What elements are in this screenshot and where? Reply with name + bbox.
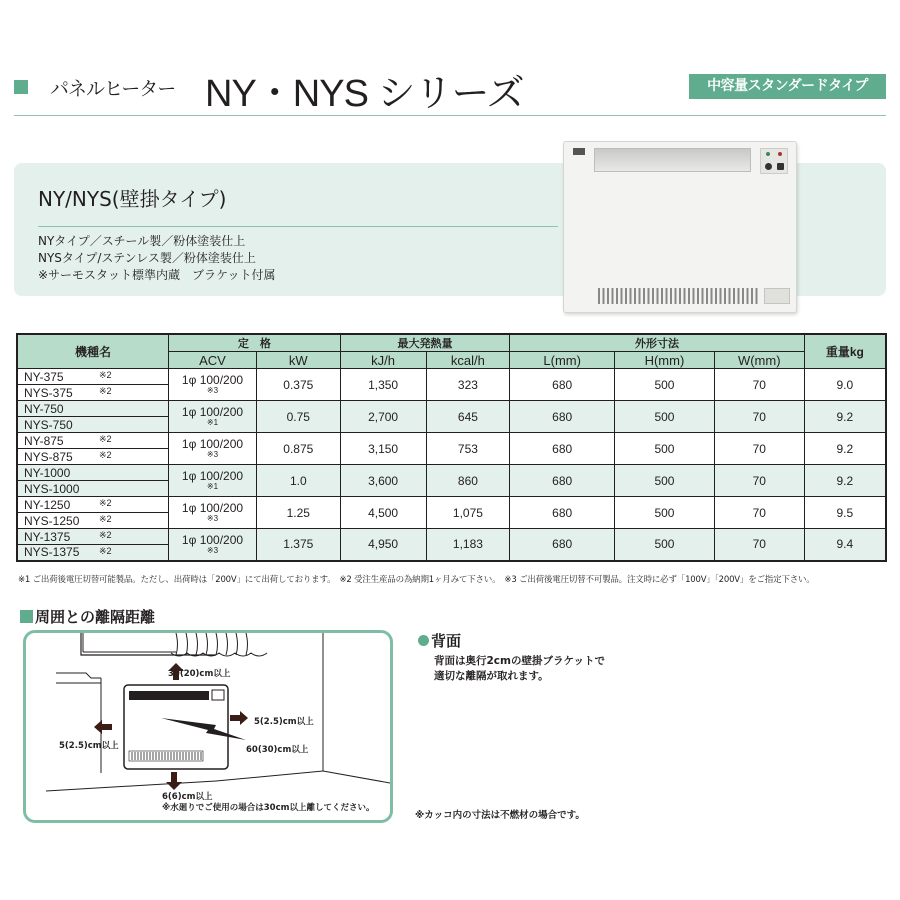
cell-kw: 1.0 (256, 465, 340, 497)
cell-w: 70 (714, 465, 804, 497)
cell-w: 70 (714, 401, 804, 433)
clearance-diagram (23, 630, 393, 823)
clearance-front-label: 60(30)cm以上 (246, 745, 309, 755)
cell-weight: 9.2 (804, 401, 886, 433)
header-kjh: kJ/h (340, 352, 426, 369)
cell-kjh: 1,350 (340, 369, 426, 401)
table-row (17, 529, 886, 545)
dial-knob-icon (765, 163, 772, 170)
model-name-nys: NYS-1000 (17, 481, 169, 497)
cell-kcalh: 860 (426, 465, 510, 497)
cell-h: 500 (615, 529, 715, 561)
cell-acv: 1φ 100/200 ※1 (169, 465, 257, 497)
cell-kw: 0.75 (256, 401, 340, 433)
cell-weight: 9.0 (804, 369, 886, 401)
header-max-heat: 最大発熱量 (340, 334, 510, 352)
cell-kjh: 4,500 (340, 497, 426, 529)
acv-note: ※3 (206, 545, 219, 555)
clearance-right-label: 5(2.5)cm以上 (254, 717, 314, 727)
model-name-ny: NY-1000 (17, 465, 169, 481)
header-rating: 定 格 (169, 334, 341, 352)
cell-h: 500 (615, 465, 715, 497)
cell-kcalh: 753 (426, 433, 510, 465)
acv-note: ※1 (206, 418, 219, 427)
cell-w: 70 (714, 497, 804, 529)
back-description: 背面は奥行2cmの壁掛ブラケットで 適切な離隔が取れます。 (434, 655, 605, 682)
model-name-ny: NY-750 (17, 401, 169, 417)
model-name-ny: NY-1375 ※2 (17, 529, 169, 545)
header-model: 機種名 (17, 334, 169, 369)
intro-line: NYSタイプ/ステンレス製／粉体塗装仕上 (38, 251, 256, 265)
cell-kcalh: 645 (426, 401, 510, 433)
cell-kw: 0.875 (256, 433, 340, 465)
bottom-grille (598, 288, 760, 304)
cell-acv: 1φ 100/200 ※1 (169, 401, 257, 433)
cell-kw: 1.25 (256, 497, 340, 529)
cell-l: 680 (510, 369, 615, 401)
header-dimensions: 外形寸法 (510, 334, 804, 352)
header-w: W(mm) (714, 352, 804, 369)
cell-acv: 1φ 100/200 ※3 (169, 529, 257, 561)
clearance-bottom-label: 6(6)cm以上 (162, 792, 213, 802)
cell-weight: 9.5 (804, 497, 886, 529)
clearance-left-label: 5(2.5)cm以上 (59, 741, 119, 751)
product-photo (563, 141, 797, 313)
intro-divider (38, 226, 558, 227)
table-row (17, 465, 886, 481)
intro-description (38, 233, 275, 284)
model-note: ※2 (99, 530, 112, 540)
header-square-marker (14, 80, 28, 94)
header-weight: 重量kg (804, 334, 886, 369)
cell-acv: 1φ 100/200 ※3 (169, 433, 257, 465)
top-vent (594, 148, 751, 172)
model-name-ny: NY-875 ※2 (17, 433, 169, 449)
header-divider (14, 115, 886, 116)
cell-h: 500 (615, 497, 715, 529)
cell-kcalh: 1,183 (426, 529, 510, 561)
header-prefix: パネルヒーター (50, 78, 176, 100)
control-panel (760, 148, 788, 174)
indicator-lamp-icon (778, 152, 782, 156)
cell-l: 680 (510, 497, 615, 529)
intro-line: ※サーモスタット標準内蔵 ブラケット付属 (38, 268, 276, 282)
cell-l: 680 (510, 465, 615, 497)
model-note: ※2 (99, 434, 112, 444)
cell-w: 70 (714, 433, 804, 465)
cell-kjh: 3,600 (340, 465, 426, 497)
model-name-nys: NYS-375 ※2 (17, 385, 169, 401)
model-note: ※2 (99, 370, 112, 380)
bullet-dot-icon (418, 635, 429, 646)
cell-w: 70 (714, 529, 804, 561)
model-name-ny: NY-1250 ※2 (17, 497, 169, 513)
switch-icon (777, 163, 784, 170)
cell-l: 680 (510, 401, 615, 433)
brand-logo-icon (573, 148, 585, 155)
cell-w: 70 (714, 369, 804, 401)
cell-acv: 1φ 100/200 ※3 (169, 497, 257, 529)
cell-l: 680 (510, 529, 615, 561)
cell-kjh: 4,950 (340, 529, 426, 561)
acv-note: ※3 (206, 386, 219, 395)
clearance-top-label: 30(20)cm以上 (168, 669, 231, 679)
model-note: ※2 (99, 546, 112, 556)
model-name-nys: NYS-875 ※2 (17, 449, 169, 465)
model-note: ※2 (99, 514, 112, 524)
table-row (17, 497, 886, 513)
cell-kcalh: 1,075 (426, 497, 510, 529)
page-title: NY・NYS シリーズ (205, 73, 524, 115)
clearance-section-title: 周囲との離隔距離 (20, 606, 155, 627)
cell-kw: 0.375 (256, 369, 340, 401)
intro-title: NY/NYS(壁掛タイプ) (38, 187, 227, 211)
section-square-icon (20, 610, 33, 623)
header-kw: kW (256, 352, 340, 369)
cell-weight: 9.2 (804, 465, 886, 497)
acv-note: ※1 (206, 482, 219, 491)
model-name-ny: NY-375 ※2 (17, 369, 169, 385)
back-section-title: 背面 (418, 630, 461, 651)
parenthesis-note: ※カッコ内の寸法は不燃材の場合です。 (415, 810, 585, 821)
cell-h: 500 (615, 369, 715, 401)
table-row (17, 401, 886, 417)
rating-label (764, 288, 790, 304)
model-note: ※2 (99, 386, 112, 396)
model-note: ※2 (99, 498, 112, 508)
indicator-lamp-icon (766, 152, 770, 156)
cell-kjh: 3,150 (340, 433, 426, 465)
cell-h: 500 (615, 401, 715, 433)
header-kcalh: kcal/h (426, 352, 510, 369)
intro-line: NYタイプ／スチール製／粉体塗装仕上 (38, 234, 246, 248)
model-note: ※2 (99, 450, 112, 460)
cell-kjh: 2,700 (340, 401, 426, 433)
header-l: L(mm) (510, 352, 615, 369)
table-row (17, 433, 886, 449)
model-name-nys: NYS-1250 ※2 (17, 513, 169, 529)
acv-note: ※3 (206, 514, 219, 523)
water-area-note: ※水廻りでご使用の場合は30cm以上離してください。 (162, 803, 375, 813)
cell-weight: 9.2 (804, 433, 886, 465)
category-badge: 中容量スタンダードタイプ (689, 74, 886, 99)
cell-h: 500 (615, 433, 715, 465)
spec-table (16, 333, 887, 562)
cell-l: 680 (510, 433, 615, 465)
header-h: H(mm) (615, 352, 715, 369)
acv-note: ※3 (206, 450, 219, 459)
table-row (17, 369, 886, 385)
cell-kcalh: 323 (426, 369, 510, 401)
model-name-nys: NYS-1375 ※2 (17, 545, 169, 561)
table-footnotes: ※1 ご出荷後電圧切替可能製品。ただし、出荷時は「200V」にて出荷しております。 ※2 受注生産品の為納期1ヶ月みて下さい。 ※3 ご出荷後電圧切替不可製品。注文時に必ず「100V」「200V」をご指定下さい。 (18, 575, 815, 585)
header-acv: ACV (169, 352, 257, 369)
model-name-nys: NYS-750 (17, 417, 169, 433)
cell-acv: 1φ 100/200 ※3 (169, 369, 257, 401)
cell-weight: 9.4 (804, 529, 886, 561)
cell-kw: 1.375 (256, 529, 340, 561)
